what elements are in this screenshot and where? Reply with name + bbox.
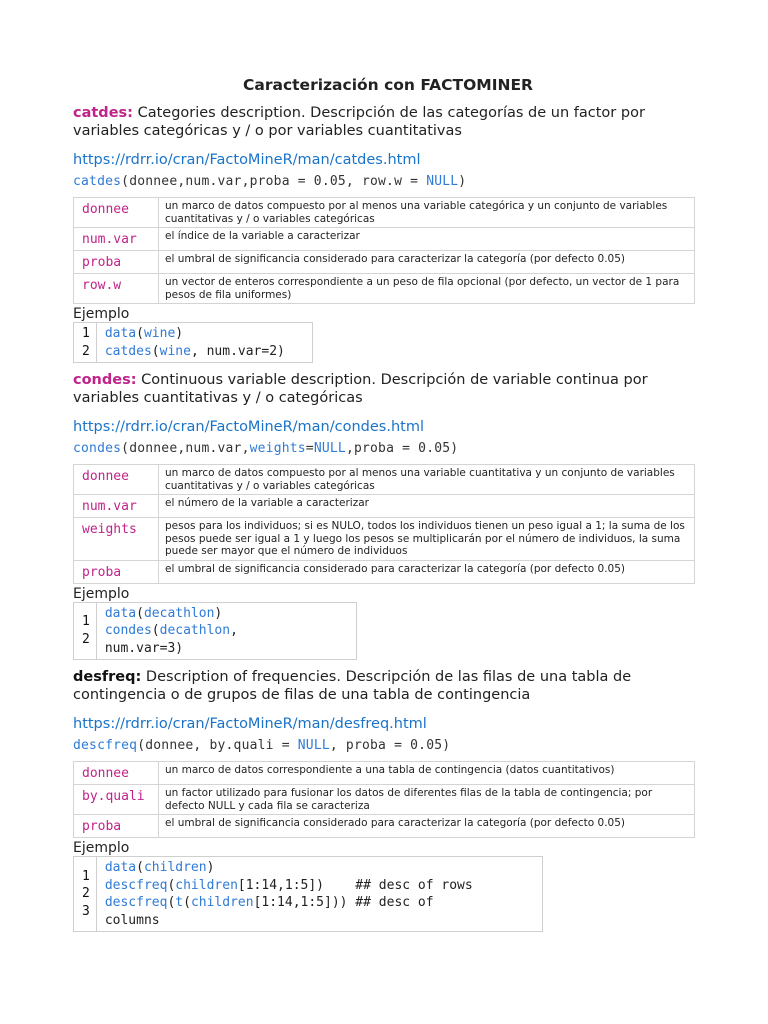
param-desc: el índice de la variable a caracterizar bbox=[159, 228, 695, 251]
param-name: by.quali bbox=[74, 785, 159, 815]
code-line: num.var=3) bbox=[104, 640, 184, 656]
signature-close: , proba = 0.05) bbox=[329, 738, 451, 753]
section-catdes bbox=[73, 104, 703, 363]
signature-weights: weights bbox=[249, 441, 306, 456]
param-row bbox=[74, 762, 695, 785]
section-condes bbox=[73, 371, 703, 660]
param-row bbox=[74, 274, 695, 304]
param-name: donnee bbox=[74, 198, 159, 228]
param-desc: un marco de datos compuesto por al menos una variable categórica y un conjunto de variables cuantitativas y / o variables categóricas bbox=[159, 198, 695, 228]
code-line: descfreq(t(children[1:14,1:5])) ## desc of bbox=[104, 895, 434, 910]
code-block bbox=[73, 602, 357, 661]
section-heading bbox=[73, 371, 703, 407]
line-numbers: 1 2 3 bbox=[74, 857, 97, 931]
param-desc: el umbral de significancia considerado para caracterizar la categoría (por defecto 0.05) bbox=[159, 251, 695, 274]
example-label: Ejemplo bbox=[73, 306, 130, 322]
doc-link[interactable]: https://rdrr.io/cran/FactoMineR/man/condes.html bbox=[73, 419, 424, 435]
signature-null: NULL bbox=[313, 441, 346, 456]
code-line: descfreq(children[1:14,1:5]) ## desc of rows bbox=[104, 877, 473, 893]
signature-args: (donnee,num.var,proba = 0.05, row.w = bbox=[121, 174, 427, 189]
param-desc: un marco de datos correspondiente a una tabla de contingencia (datos cuantitativos) bbox=[159, 762, 695, 785]
param-row bbox=[74, 815, 695, 838]
code-line: data(decathlon) bbox=[104, 605, 223, 621]
param-row bbox=[74, 518, 695, 561]
param-name: proba bbox=[74, 815, 159, 838]
function-signature: condes(donnee,num.var,weights=NULL,proba = 0.05) bbox=[73, 441, 459, 456]
code-lines bbox=[97, 323, 293, 362]
code-line: columns bbox=[104, 912, 160, 928]
code-line: data(wine) bbox=[104, 326, 184, 341]
code-lines bbox=[97, 857, 481, 931]
param-desc: el número de la variable a caracterizar bbox=[159, 495, 695, 518]
doc-link[interactable]: https://rdrr.io/cran/FactoMineR/man/desfreq.html bbox=[73, 716, 427, 732]
param-row bbox=[74, 198, 695, 228]
param-row bbox=[74, 560, 695, 583]
example-label: Ejemplo bbox=[73, 840, 130, 856]
signature-null: NULL bbox=[297, 738, 330, 753]
signature-close: ,proba = 0.05) bbox=[345, 441, 459, 456]
params-table bbox=[73, 464, 695, 584]
param-row bbox=[74, 495, 695, 518]
param-desc: el umbral de significancia considerado para caracterizar la categoría (por defecto 0.05) bbox=[159, 560, 695, 583]
signature-function: catdes bbox=[73, 174, 122, 189]
signature-null: NULL bbox=[426, 174, 459, 189]
code-block bbox=[73, 322, 313, 363]
param-desc: un marco de datos compuesto por al menos una variable cuantitativa y un conjunto de variables cuantitativas y / o variables categóricas bbox=[159, 465, 695, 495]
param-desc: pesos para los individuos; si es NULO, todos los individuos tienen un peso igual a 1; la suma de los pesos puede ser igual a 1 y luego los pesos se multiplicarán por el número de individuos, la suma puede ser mayor que el número de individuos bbox=[159, 518, 695, 561]
example-label: Ejemplo bbox=[73, 585, 130, 602]
signature-close: ) bbox=[458, 174, 467, 189]
param-name: donnee bbox=[74, 762, 159, 785]
param-row bbox=[74, 785, 695, 815]
param-name: donnee bbox=[74, 465, 159, 495]
signature-args: (donnee, by.quali = bbox=[137, 738, 298, 753]
section-description: Description of frequencies. Descripción de las filas de una tabla de contingencia o de grupos de filas de una tabla de contingencia bbox=[73, 669, 632, 703]
document-page bbox=[73, 76, 703, 940]
doc-link[interactable]: https://rdrr.io/cran/FactoMineR/man/catdes.html bbox=[73, 152, 421, 168]
section-keyword: desfreq: bbox=[73, 669, 142, 685]
section-keyword: catdes: bbox=[73, 105, 133, 121]
param-name: proba bbox=[74, 251, 159, 274]
section-description: Categories description. Descripción de las categorías de un factor por variables categóricas y / o por variables cuantitativas bbox=[73, 105, 645, 139]
line-numbers: 1 2 bbox=[74, 323, 97, 362]
section-desfreq bbox=[73, 668, 703, 932]
param-name: num.var bbox=[74, 495, 159, 518]
section-keyword: condes: bbox=[73, 372, 137, 388]
code-block bbox=[73, 856, 543, 932]
param-desc: un factor utilizado para fusionar los datos de diferentes filas de la tabla de contingencia; por defecto NULL y cada fila se caracteriza bbox=[159, 785, 695, 815]
function-signature bbox=[73, 174, 703, 189]
param-row bbox=[74, 251, 695, 274]
params-table bbox=[73, 197, 695, 304]
param-name: weights bbox=[74, 518, 159, 561]
code-line: catdes(wine, num.var=2) bbox=[104, 343, 285, 359]
function-signature bbox=[73, 738, 703, 753]
param-name: num.var bbox=[74, 228, 159, 251]
params-table bbox=[73, 761, 695, 838]
signature-function: descfreq bbox=[73, 738, 138, 753]
code-line: condes(decathlon, bbox=[104, 623, 238, 638]
param-row bbox=[74, 228, 695, 251]
param-name: proba bbox=[74, 560, 159, 583]
param-row bbox=[74, 465, 695, 495]
param-name: row.w bbox=[74, 274, 159, 304]
param-desc: el umbral de significancia considerado para caracterizar la categoría (por defecto 0.05) bbox=[159, 815, 695, 838]
code-lines bbox=[97, 603, 246, 660]
code-line: data(children) bbox=[104, 860, 215, 875]
page-title: Caracterización con FACTOMINER bbox=[243, 76, 533, 94]
line-numbers: 1 2 bbox=[74, 603, 97, 660]
param-desc: un vector de enteros correspondiente a un peso de fila opcional (por defecto, un vector de 1 para pesos de fila uniformes) bbox=[159, 274, 695, 304]
signature-function: condes bbox=[73, 441, 122, 456]
section-description: Continuous variable description. Descripción de variable continua por variables cuantitativas y / o categóricas bbox=[73, 372, 648, 406]
signature-args: (donnee,num.var, bbox=[121, 441, 250, 456]
section-heading bbox=[73, 104, 703, 140]
section-heading bbox=[73, 668, 703, 704]
